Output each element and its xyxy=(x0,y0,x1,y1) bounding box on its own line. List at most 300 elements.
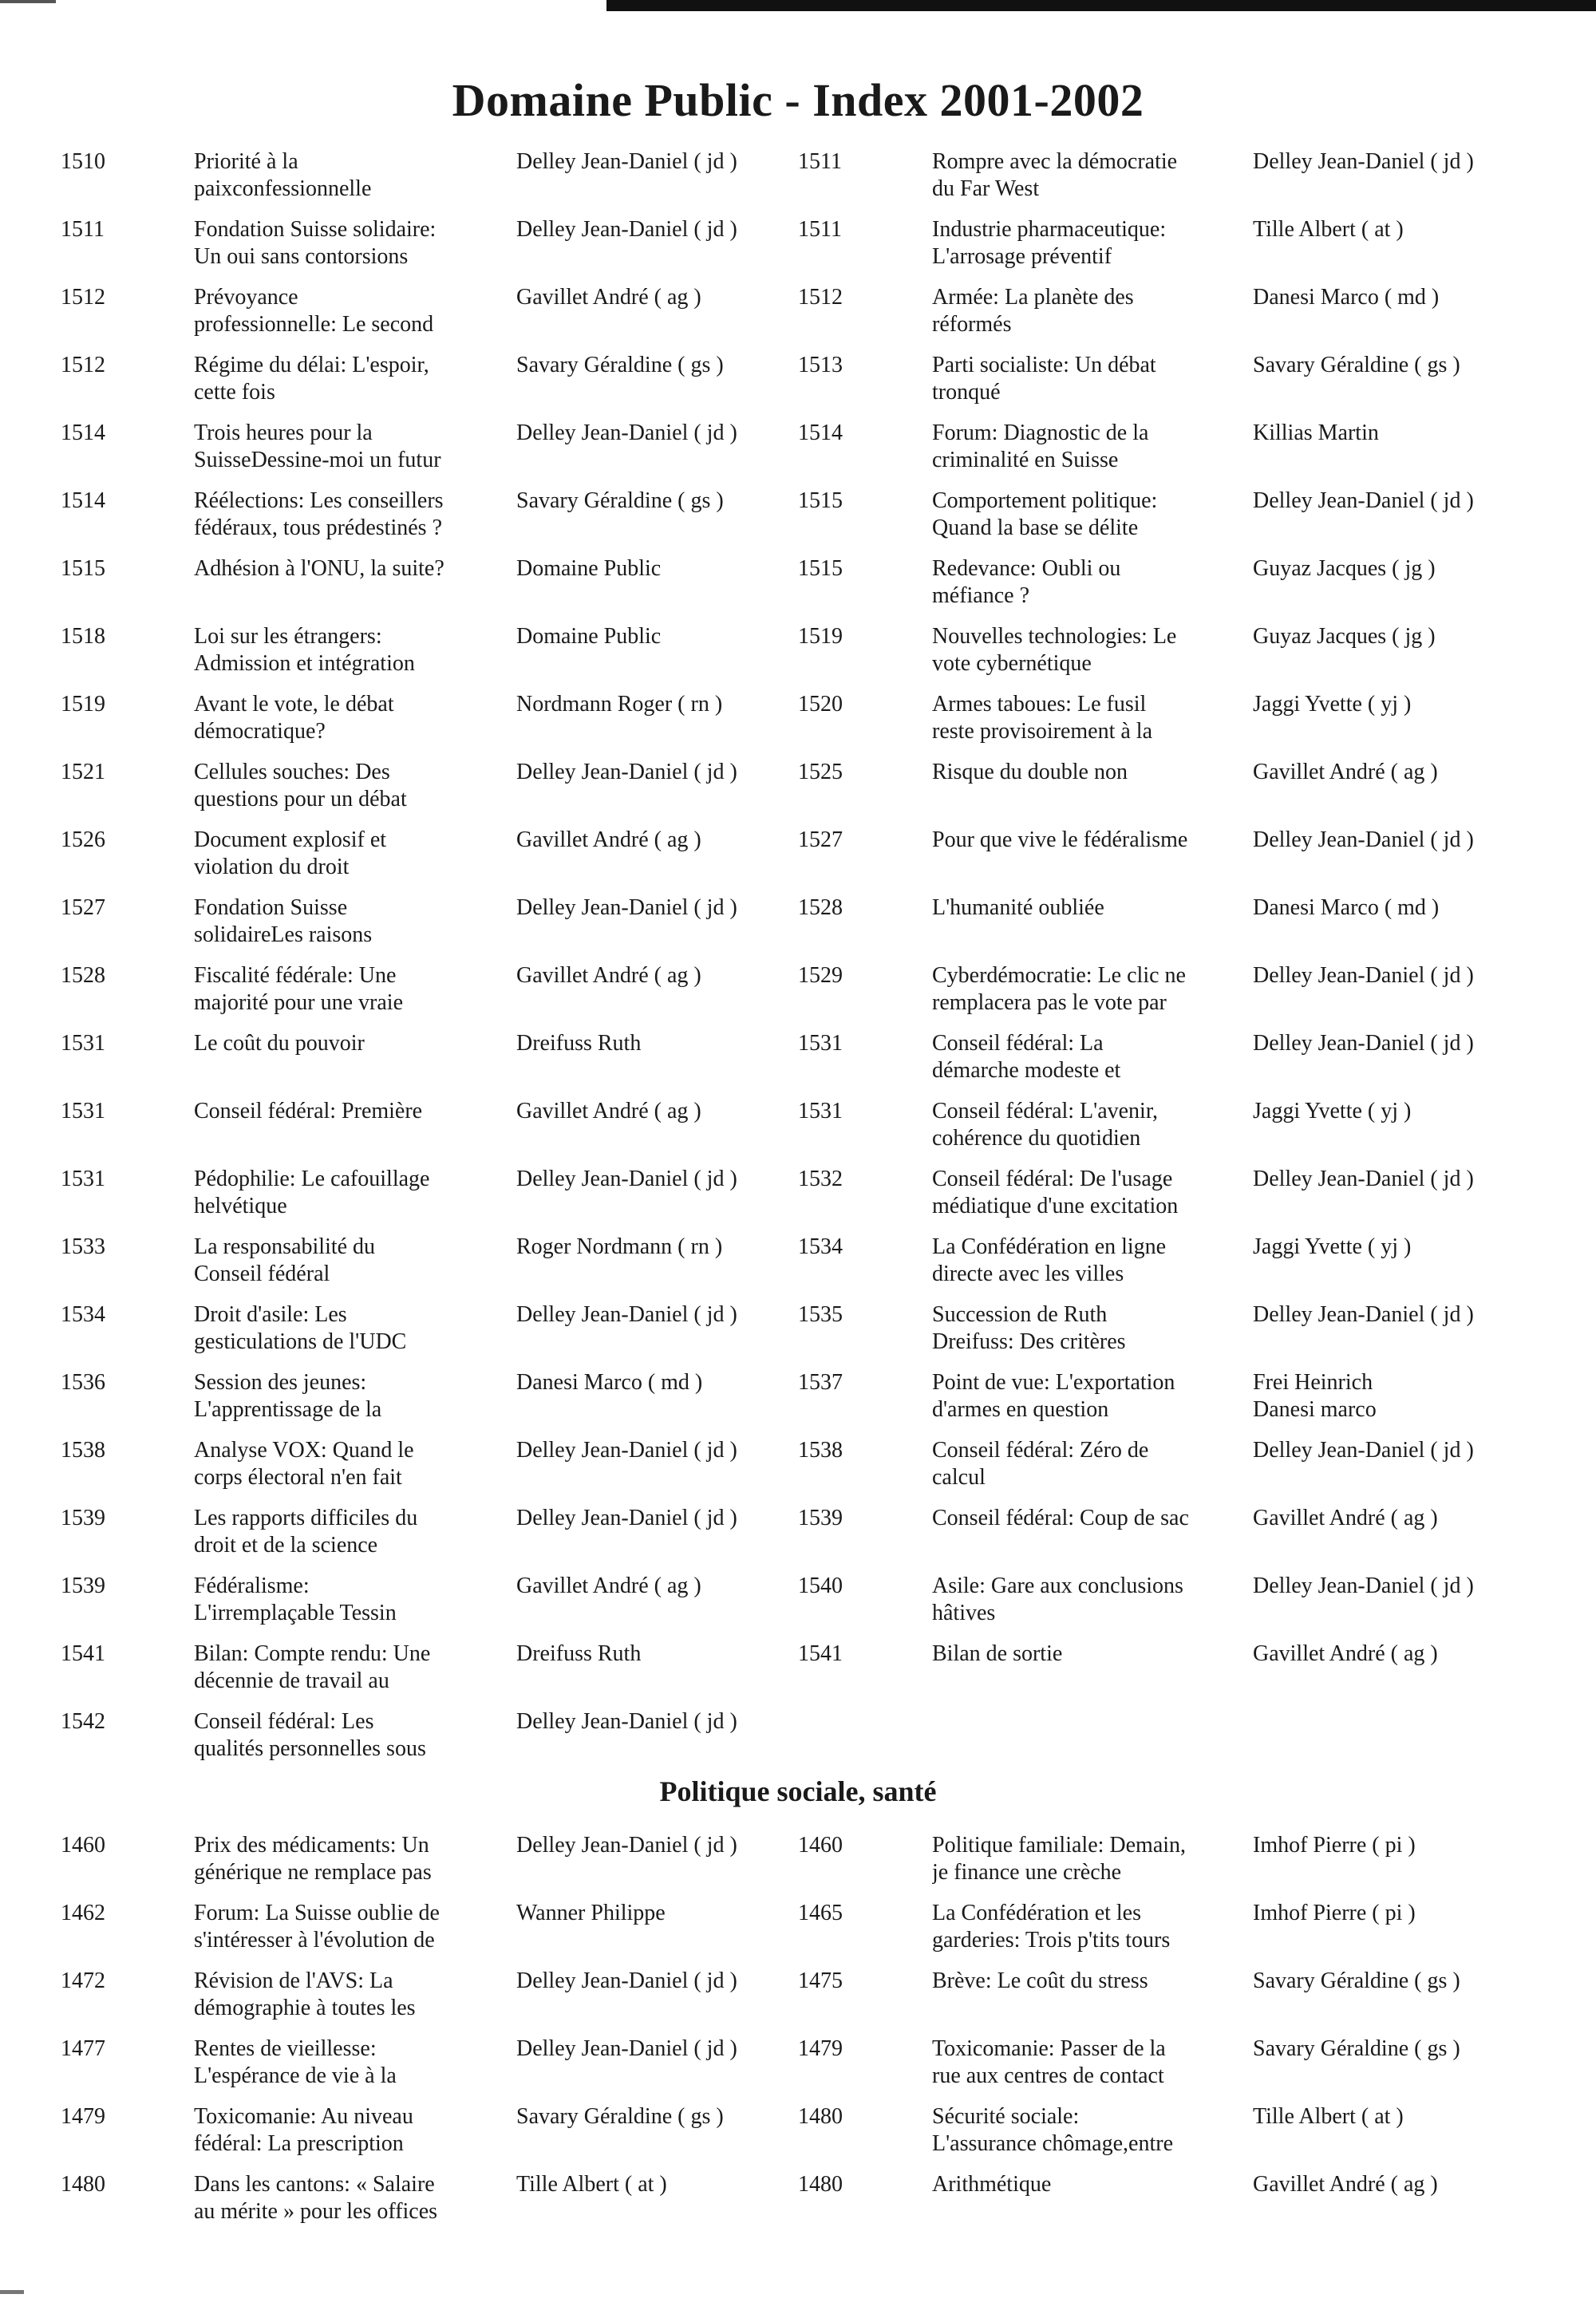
entry-author: Gavillet André ( ag ) xyxy=(516,1099,701,1123)
entry-number: 1514 xyxy=(61,488,105,513)
entry-title xyxy=(194,1708,505,1763)
entry-title xyxy=(932,1369,1247,1423)
entry-title-line: Parti socialiste: Un débat xyxy=(932,353,1156,377)
entry-number: 1528 xyxy=(61,963,105,988)
entry-title-line: vote cybernétique xyxy=(932,651,1092,676)
entry-title-line: Session des jeunes: xyxy=(194,1370,367,1395)
index-row xyxy=(0,1030,1596,1098)
entry-title xyxy=(194,894,505,949)
entry-author: Roger Nordmann ( rn ) xyxy=(516,1234,723,1259)
entry-number: 1515 xyxy=(798,488,843,513)
entry-title xyxy=(932,827,1247,854)
entry-title xyxy=(194,352,505,406)
entry-title-line: rue aux centres de contact xyxy=(932,2063,1164,2088)
entry-title-line: L'assurance chômage,entre xyxy=(932,2131,1173,2156)
entry-title-line: Armes taboues: Le fusil xyxy=(932,692,1147,717)
entry-title xyxy=(932,962,1247,1017)
entry-number: 1511 xyxy=(798,217,842,242)
entry-author: Savary Géraldine ( gs ) xyxy=(516,488,724,513)
entry-number: 1460 xyxy=(798,1833,843,1858)
entry-title xyxy=(932,1968,1247,1995)
entry-number: 1515 xyxy=(61,556,105,581)
entry-title-line: fédéraux, tous prédestinés ? xyxy=(194,515,442,540)
entry-title xyxy=(932,1234,1247,1288)
entry-title xyxy=(932,1030,1247,1084)
entry-title-line: paixconfessionnelle xyxy=(194,176,372,201)
entry-title-line: hâtives xyxy=(932,1601,996,1625)
entry-number: 1479 xyxy=(61,2104,105,2129)
scan-edge-mark xyxy=(0,2290,24,2294)
scan-edge-bar xyxy=(606,0,1596,11)
entry-number: 1462 xyxy=(61,1901,105,1925)
entry-title-line: Forum: La Suisse oublie de xyxy=(194,1901,440,1925)
entry-title-line: Prévoyance xyxy=(194,285,298,310)
entry-title-line: Nouvelles technologies: Le xyxy=(932,624,1177,649)
entry-number: 1521 xyxy=(61,760,105,784)
entry-title-line: professionnelle: Le second xyxy=(194,312,434,337)
entry-number: 1542 xyxy=(61,1709,105,1734)
entry-title-line: Avant le vote, le débat xyxy=(194,692,394,717)
entry-number: 1475 xyxy=(798,1968,843,1993)
entry-number: 1465 xyxy=(798,1901,843,1925)
entry-number: 1531 xyxy=(61,1099,105,1123)
entry-title-line: questions pour un débat xyxy=(194,787,407,811)
entry-title-line: Analyse VOX: Quand le xyxy=(194,1438,414,1463)
entry-number: 1539 xyxy=(61,1574,105,1598)
index-row xyxy=(0,1098,1596,1166)
index-row xyxy=(0,962,1596,1030)
index-row xyxy=(0,148,1596,216)
entry-author: Savary Géraldine ( gs ) xyxy=(1253,353,1460,377)
entry-author: Delley Jean-Daniel ( jd ) xyxy=(516,760,737,784)
entry-number: 1512 xyxy=(798,285,843,310)
entry-title-line: Réélections: Les conseillers xyxy=(194,488,444,513)
entry-author: Jaggi Yvette ( yj ) xyxy=(1253,692,1412,717)
entry-author: Delley Jean-Daniel ( jd ) xyxy=(516,421,737,445)
entry-author: Danesi Marco ( md ) xyxy=(1253,285,1440,310)
entry-title xyxy=(932,1098,1247,1152)
index-row xyxy=(0,1505,1596,1573)
index-row xyxy=(0,1166,1596,1234)
entry-number: 1512 xyxy=(61,285,105,310)
entry-title xyxy=(932,1166,1247,1220)
entry-title xyxy=(932,488,1247,542)
entry-title-line: Armée: La planète des xyxy=(932,285,1134,310)
entry-title xyxy=(194,284,505,338)
entry-title-line: Sécurité sociale: xyxy=(932,2104,1080,2129)
entry-author: Savary Géraldine ( gs ) xyxy=(516,2104,724,2129)
entry-title-line: Trois heures pour la xyxy=(194,421,373,445)
entry-title-line: gesticulations de l'UDC xyxy=(194,1329,407,1354)
entry-author: Delley Jean-Daniel ( jd ) xyxy=(516,217,737,242)
index-row xyxy=(0,1573,1596,1641)
entry-title-line: Révision de l'AVS: La xyxy=(194,1968,393,1993)
entry-number: 1533 xyxy=(61,1234,105,1259)
entry-title xyxy=(932,216,1247,270)
entry-author: Imhof Pierre ( pi ) xyxy=(1253,1833,1416,1858)
entry-number: 1514 xyxy=(798,421,843,445)
entry-title xyxy=(194,1832,505,1886)
entry-title xyxy=(194,1437,505,1491)
entry-number: 1539 xyxy=(61,1506,105,1530)
entry-number: 1539 xyxy=(798,1506,843,1530)
entry-title-line: s'intéresser à l'évolution de xyxy=(194,1928,435,1953)
entry-number: 1531 xyxy=(798,1099,843,1123)
index-row xyxy=(0,284,1596,352)
entry-title xyxy=(932,1900,1247,1954)
entry-title-line: Fondation Suisse solidaire: xyxy=(194,217,437,242)
entry-author: Gavillet André ( ag ) xyxy=(516,827,701,852)
entry-title-line: d'armes en question xyxy=(932,1397,1109,1422)
entry-title-line: Conseil fédéral: Coup de sac xyxy=(932,1506,1189,1530)
entry-author: Delley Jean-Daniel ( jd ) xyxy=(516,1438,737,1463)
entry-title-line: Pédophilie: Le cafouillage xyxy=(194,1167,430,1191)
entry-author: Savary Géraldine ( gs ) xyxy=(1253,1968,1460,1993)
entry-title-line: Toxicomanie: Passer de la xyxy=(932,2036,1166,2061)
entry-title-line: Politique familiale: Demain, xyxy=(932,1833,1187,1858)
page-title: Domaine Public - Index 2001-2002 xyxy=(452,74,1144,126)
entry-title xyxy=(194,827,505,881)
entry-author: Delley Jean-Daniel ( jd ) xyxy=(516,2036,737,2061)
entry-author: Delley Jean-Daniel ( jd ) xyxy=(516,1709,737,1734)
entry-author: Gavillet André ( ag ) xyxy=(1253,1506,1438,1530)
entry-title-line: Conseil fédéral: Les xyxy=(194,1709,374,1734)
index-row xyxy=(0,1968,1596,2036)
entry-number: 1538 xyxy=(798,1438,843,1463)
entry-title-line: remplacera pas le vote par xyxy=(932,990,1167,1015)
index-row xyxy=(0,2171,1596,2239)
entry-title-line: garderies: Trois p'tits tours xyxy=(932,1928,1171,1953)
entry-author: Tille Albert ( at ) xyxy=(516,2172,667,2197)
entry-author: Delley Jean-Daniel ( jd ) xyxy=(1253,827,1474,852)
index-row xyxy=(0,2036,1596,2103)
entry-number: 1479 xyxy=(798,2036,843,2061)
entry-title-line: Brève: Le coût du stress xyxy=(932,1968,1148,1993)
entry-number: 1510 xyxy=(61,149,105,174)
entry-title-line: Cellules souches: Des xyxy=(194,760,390,784)
entry-title-line: tronqué xyxy=(932,380,1001,405)
entry-title-line: Fondation Suisse xyxy=(194,895,348,920)
index-row xyxy=(0,691,1596,759)
entry-title xyxy=(932,2171,1247,2198)
entry-title xyxy=(194,148,505,203)
entry-author: Gavillet André ( ag ) xyxy=(1253,760,1438,784)
entry-title-line: Droit d'asile: Les xyxy=(194,1302,347,1327)
entry-title-line: cette fois xyxy=(194,380,275,405)
entry-title-line: Adhésion à l'ONU, la suite? xyxy=(194,556,444,581)
entry-author: Gavillet André ( ag ) xyxy=(516,963,701,988)
entry-title-line: violation du droit xyxy=(194,855,350,879)
entry-title-line: Conseil fédéral: De l'usage xyxy=(932,1167,1173,1191)
entry-number: 1535 xyxy=(798,1302,843,1327)
entry-title xyxy=(194,216,505,270)
entry-title-line: Dans les cantons: « Salaire xyxy=(194,2172,435,2197)
entry-author: Domaine Public xyxy=(516,624,662,649)
index-row xyxy=(0,2103,1596,2171)
entry-author: Delley Jean-Daniel ( jd ) xyxy=(516,1302,737,1327)
entry-number: 1534 xyxy=(61,1302,105,1327)
entry-title-line: Loi sur les étrangers: xyxy=(194,624,382,649)
entry-number: 1512 xyxy=(61,353,105,377)
entry-title xyxy=(932,2036,1247,2090)
entry-title-line: La Confédération en ligne xyxy=(932,1234,1167,1259)
entry-title-line: Admission et intégration xyxy=(194,651,415,676)
entry-title-line: Succession de Ruth xyxy=(932,1302,1108,1327)
entry-title-line: Forum: Diagnostic de la xyxy=(932,421,1149,445)
entry-number: 1514 xyxy=(61,421,105,445)
entry-author: Jaggi Yvette ( yj ) xyxy=(1253,1234,1412,1259)
entry-title-line: médiatique d'une excitation xyxy=(932,1194,1179,1218)
entry-title-line: Rompre avec la démocratie xyxy=(932,149,1178,174)
entry-title-line: cohérence du quotidien xyxy=(932,1126,1141,1151)
entry-title-line: L'apprentissage de la xyxy=(194,1397,382,1422)
entry-number: 1529 xyxy=(798,963,843,988)
entry-author: Guyaz Jacques ( jg ) xyxy=(1253,556,1436,581)
entry-title xyxy=(932,420,1247,474)
entry-number: 1518 xyxy=(61,624,105,649)
index-row xyxy=(0,1437,1596,1505)
entry-number: 1532 xyxy=(798,1167,843,1191)
entry-title xyxy=(194,623,505,677)
entry-title-line: Un oui sans contorsions xyxy=(194,244,409,269)
entry-author: Delley Jean-Daniel ( jd ) xyxy=(516,1968,737,1993)
entry-number: 1525 xyxy=(798,760,843,784)
entry-author: Delley Jean-Daniel ( jd ) xyxy=(1253,1031,1474,1056)
entry-title xyxy=(194,2171,505,2225)
entry-number: 1460 xyxy=(61,1833,105,1858)
entry-title-line: Fédéralisme: xyxy=(194,1574,310,1598)
index-row xyxy=(0,488,1596,555)
entry-title-line: au mérite » pour les offices xyxy=(194,2199,438,2224)
entry-author: Delley Jean-Daniel ( jd ) xyxy=(1253,1167,1474,1191)
index-row xyxy=(0,1900,1596,1968)
entry-title-line: Rentes de vieillesse: xyxy=(194,2036,377,2061)
entry-title-line: Pour que vive le fédéralisme xyxy=(932,827,1188,852)
index-row xyxy=(0,827,1596,894)
entry-title xyxy=(194,1030,505,1057)
entry-author: Gavillet André ( ag ) xyxy=(516,285,701,310)
entry-number: 1511 xyxy=(61,217,105,242)
entry-author: Delley Jean-Daniel ( jd ) xyxy=(516,895,737,920)
scan-edge-mark xyxy=(0,0,56,3)
entry-title xyxy=(932,1301,1247,1356)
entry-title-line: Cyberdémocratie: Le clic ne xyxy=(932,963,1186,988)
index-row xyxy=(0,1641,1596,1708)
entry-title-line: Le coût du pouvoir xyxy=(194,1031,365,1056)
entry-title xyxy=(194,1505,505,1559)
entry-number: 1480 xyxy=(798,2104,843,2129)
entry-title-line: Arithmétique xyxy=(932,2172,1052,2197)
entry-title-line: réformés xyxy=(932,312,1012,337)
entry-number: 1528 xyxy=(798,895,843,920)
entry-number: 1534 xyxy=(798,1234,843,1259)
entry-title-line: méfiance ? xyxy=(932,583,1030,608)
entry-title xyxy=(932,623,1247,677)
entry-title xyxy=(932,1437,1247,1491)
entry-title-line: Redevance: Oubli ou xyxy=(932,556,1121,581)
entry-author: Delley Jean-Daniel ( jd ) xyxy=(1253,149,1474,174)
entry-number: 1513 xyxy=(798,353,843,377)
entry-author: Delley Jean-Daniel ( jd ) xyxy=(1253,1438,1474,1463)
entry-author: Gavillet André ( ag ) xyxy=(1253,1641,1438,1666)
entry-number: 1515 xyxy=(798,556,843,581)
entry-title-line: Conseil fédéral: L'avenir, xyxy=(932,1099,1159,1123)
entry-title xyxy=(194,691,505,745)
entry-author: Killias Martin xyxy=(1253,421,1379,445)
entry-author: Guyaz Jacques ( jg ) xyxy=(1253,624,1436,649)
entry-title-line: La Confédération et les xyxy=(932,1901,1142,1925)
entry-number: 1480 xyxy=(61,2172,105,2197)
entry-title-line: criminalité en Suisse xyxy=(932,448,1119,472)
entry-number: 1538 xyxy=(61,1438,105,1463)
entry-title xyxy=(932,1505,1247,1532)
entry-number: 1477 xyxy=(61,2036,105,2061)
index-row xyxy=(0,420,1596,488)
entry-title xyxy=(932,352,1247,406)
entry-title xyxy=(932,2103,1247,2158)
entry-number: 1541 xyxy=(798,1641,843,1666)
entry-author: Delley Jean-Daniel ( jd ) xyxy=(516,149,737,174)
entry-title-line: L'espérance de vie à la xyxy=(194,2063,397,2088)
entry-author: Tille Albert ( at ) xyxy=(1253,217,1404,242)
entry-number: 1511 xyxy=(798,149,842,174)
entry-number: 1519 xyxy=(798,624,843,649)
entry-title-line: Bilan de sortie xyxy=(932,1641,1063,1666)
entry-title xyxy=(194,1301,505,1356)
index-row xyxy=(0,216,1596,284)
entry-number: 1531 xyxy=(798,1031,843,1056)
entry-title xyxy=(194,759,505,813)
entry-number: 1531 xyxy=(61,1167,105,1191)
entry-number: 1541 xyxy=(61,1641,105,1666)
entry-author: Savary Géraldine ( gs ) xyxy=(1253,2036,1460,2061)
entry-author: Wanner Philippe xyxy=(516,1901,666,1925)
entry-title xyxy=(932,1573,1247,1627)
entry-title-line: Document explosif et xyxy=(194,827,387,852)
entry-author: Gavillet André ( ag ) xyxy=(516,1574,701,1598)
entry-title xyxy=(932,555,1247,610)
entry-title-line: droit et de la science xyxy=(194,1533,378,1558)
entry-author: Savary Géraldine ( gs ) xyxy=(516,353,724,377)
entry-title-line: fédéral: La prescription xyxy=(194,2131,404,2156)
entry-number: 1472 xyxy=(61,1968,105,1993)
entry-title-line: Priorité à la xyxy=(194,149,298,174)
entry-title-line: Conseil fédéral: Zéro de xyxy=(932,1438,1149,1463)
entry-title-line: démocratique? xyxy=(194,719,326,744)
entry-title-line: Fiscalité fédérale: Une xyxy=(194,963,397,988)
entry-author: Frei Heinrich Danesi marco xyxy=(1253,1370,1377,1422)
entry-author: Delley Jean-Daniel ( jd ) xyxy=(516,1506,737,1530)
entry-title-line: Point de vue: L'exportation xyxy=(932,1370,1175,1395)
entry-title-line: Conseil fédéral: La xyxy=(932,1031,1104,1056)
entry-title-line: majorité pour une vraie xyxy=(194,990,404,1015)
entry-title-line: Conseil fédéral xyxy=(194,1262,330,1286)
entry-title-line: L'humanité oubliée xyxy=(932,895,1104,920)
entry-title-line: corps électoral n'en fait xyxy=(194,1465,402,1490)
entry-author: Dreifuss Ruth xyxy=(516,1031,642,1056)
entry-title xyxy=(932,148,1247,203)
index-row xyxy=(0,1234,1596,1301)
entry-author: Delley Jean-Daniel ( jd ) xyxy=(1253,1302,1474,1327)
entry-title xyxy=(194,1900,505,1954)
index-row xyxy=(0,1301,1596,1369)
entry-author: Dreifuss Ruth xyxy=(516,1641,642,1666)
entry-title-line: Régime du délai: L'espoir, xyxy=(194,353,429,377)
entry-title-line: Asile: Gare aux conclusions xyxy=(932,1574,1183,1598)
entry-title xyxy=(194,1166,505,1220)
entry-title-line: générique ne remplace pas xyxy=(194,1860,432,1885)
entry-title xyxy=(194,2036,505,2090)
entry-title xyxy=(194,420,505,474)
entry-title xyxy=(194,962,505,1017)
index-row xyxy=(0,352,1596,420)
entry-number: 1536 xyxy=(61,1370,105,1395)
index-row xyxy=(0,759,1596,827)
entry-title-line: solidaireLes raisons xyxy=(194,922,373,947)
entry-title-line: La responsabilité du xyxy=(194,1234,376,1259)
entry-title-line: reste provisoirement à la xyxy=(932,719,1153,744)
entry-number: 1520 xyxy=(798,692,843,717)
entry-title-line: démarche modeste et xyxy=(932,1058,1121,1083)
entry-author: Imhof Pierre ( pi ) xyxy=(1253,1901,1416,1925)
entry-author: Nordmann Roger ( rn ) xyxy=(516,692,723,717)
entry-title-line: directe avec les villes xyxy=(932,1262,1124,1286)
entry-title xyxy=(194,2103,505,2158)
entry-title-line: Quand la base se délite xyxy=(932,515,1139,540)
entry-title-line: SuisseDessine-moi un futur xyxy=(194,448,441,472)
entry-title xyxy=(932,1641,1247,1668)
entry-number: 1527 xyxy=(61,895,105,920)
entry-title xyxy=(194,555,505,582)
entry-title xyxy=(194,1573,505,1627)
entry-number: 1527 xyxy=(798,827,843,852)
entry-title xyxy=(932,759,1247,786)
entry-title-line: L'irremplaçable Tessin xyxy=(194,1601,397,1625)
entry-title-line: Conseil fédéral: Première xyxy=(194,1099,423,1123)
entry-author: Gavillet André ( ag ) xyxy=(1253,2172,1438,2197)
entry-title xyxy=(194,1641,505,1695)
entry-author: Delley Jean-Daniel ( jd ) xyxy=(516,1167,737,1191)
index-row xyxy=(0,1708,1596,1776)
index-row xyxy=(0,1832,1596,1900)
index-block-main xyxy=(0,148,1596,1776)
entry-author: Jaggi Yvette ( yj ) xyxy=(1253,1099,1412,1123)
entry-author: Danesi Marco ( md ) xyxy=(1253,895,1440,920)
index-row xyxy=(0,623,1596,691)
entry-title-line: du Far West xyxy=(932,176,1040,201)
entry-number: 1526 xyxy=(61,827,105,852)
entry-author: Delley Jean-Daniel ( jd ) xyxy=(1253,488,1474,513)
entry-title-line: décennie de travail au xyxy=(194,1668,389,1693)
entry-title xyxy=(194,1098,505,1125)
entry-author: Tille Albert ( at ) xyxy=(1253,2104,1404,2129)
entry-title-line: Comportement politique: xyxy=(932,488,1158,513)
entry-title-line: Industrie pharmaceutique: xyxy=(932,217,1167,242)
entry-title xyxy=(194,1968,505,2022)
entry-title-line: Prix des médicaments: Un xyxy=(194,1833,429,1858)
entry-title xyxy=(194,1234,505,1288)
entry-title-line: qualités personnelles sous xyxy=(194,1736,426,1761)
entry-title xyxy=(932,284,1247,338)
entry-title-line: Bilan: Compte rendu: Une xyxy=(194,1641,431,1666)
entry-title xyxy=(194,1369,505,1423)
index-row xyxy=(0,894,1596,962)
entry-author: Danesi Marco ( md ) xyxy=(516,1370,703,1395)
entry-title-line: helvétique xyxy=(194,1194,287,1218)
entry-title xyxy=(932,894,1247,922)
entry-title xyxy=(932,691,1247,745)
index-row xyxy=(0,555,1596,623)
